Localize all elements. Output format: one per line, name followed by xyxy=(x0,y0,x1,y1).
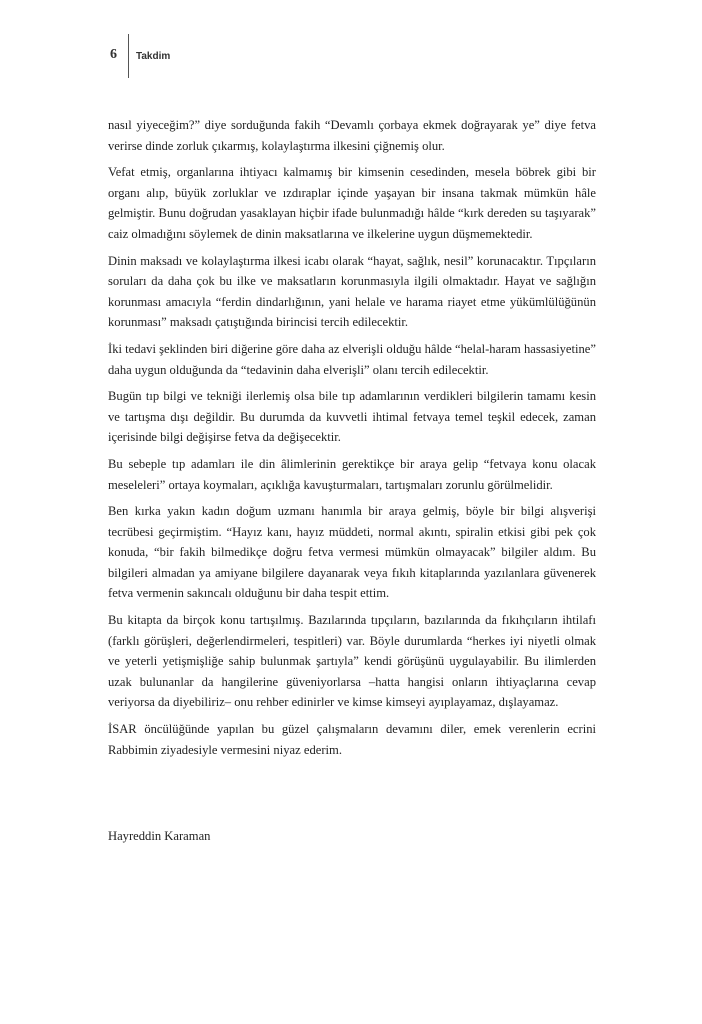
body-text xyxy=(108,115,596,766)
section-title: Takdim xyxy=(136,51,171,62)
paragraph: Bu kitapta da birçok konu tartışılmış. Bazılarında tıpçıların, bazılarında da fıkıhçıların ihtilafı (farklı görüşleri, değerlendirmeleri, tespitleri) var. Böyle durumlarda “herkes iyi niyetli olmak ve yeterli yetişmişliğe sahip bulunmak şartıyla” kendi görüşünü uygulayabilir. Bu ilimlerden uzak bulunanlar da hangilerine güveniyorlarsa –hatta hangisi onların ihtiyaçlarına cevap veriyorsa da diyebiliriz– onu rehber edinirler ve kimse kimseyi ayıplayamaz, dışlayamaz. xyxy=(108,613,596,710)
paragraph: Ben kırka yakın kadın doğum uzmanı hanımla bir araya gelmiş, böyle bir bilgi alışverişi tecrübesi geçirmiştim. “Hayız kanı, hayız müddeti, normal akıntı, spiralin etkisi gibi pek çok konuda, “bir fakih bilmedikçe doğru fetva vermesi mümkün olmayacak” bilgiler aldım. Bu bilgileri almadan ya amiyane bilgilere dayanarak veya fıkıh kitaplarında yazılanlara güvenerek fetva vermenin sakıncalı olduğunu bir daha tespit ettim. xyxy=(108,504,596,601)
paragraph: Dinin maksadı ve kolaylaştırma ilkesi icabı olarak “hayat, sağlık, nesil” korunacaktır. Tıpçıların soruları da daha çok bu ilke ve maksatların korunmasıyla ilgili olmaktadır. Hayat ve sağlığın korunması amacıyla “ferdin dindarlığının, yani helale ve harama riayet etme yükümlülüğünün korunması” maksadı çatıştığında birincisi tercih edilecektir. xyxy=(108,253,596,330)
paragraph: İki tedavi şeklinden biri diğerine göre daha az elverişli olduğu hâlde “helal-haram hassasiyetine” daha uygun olduğunda da “tedavinin daha elverişli” olanı tercih edilecektir. xyxy=(108,341,596,377)
page-number: 6 xyxy=(110,47,117,62)
paragraph: Bugün tıp bilgi ve tekniği ilerlemiş olsa bile tıp adamlarının verdikleri bilgilerin tamamı kesin ve tartışma dışı değildir. Bu durumda da kuvvetli ihtimal fetvaya temel teşkil edecek, zaman içerisinde bilgi değişirse fetva da değişecektir. xyxy=(108,389,596,445)
paragraph: nasıl yiyeceğim?” diye sorduğunda fakih “Devamlı çorbaya ekmek doğrayarak ye” diye fetva verirse dinde zorluk çıkarmış, kolaylaştırma ilkesini çiğnemiş olur. xyxy=(108,118,596,153)
header-divider xyxy=(128,34,129,78)
paragraph: Vefat etmiş, organlarına ihtiyacı kalmamış bir kimsenin cesedinden, mesela böbrek gibi bir organı alıp, büyük zorluklar ve ızdıraplar içinde yaşayan bir insana takmak mümkün hâle gelmiştir. Bunu doğrudan yasaklayan hiçbir ifade bulunmadığı hâlde “kırk dereden su taşıyarak” caiz olmadığını söylemek de dinin maksatlarına ve ilkelerine uygun düşmemektedir. xyxy=(108,165,596,241)
author-signature: Hayreddin Karaman xyxy=(108,829,211,843)
paragraph: İSAR öncülüğünde yapılan bu güzel çalışmaların devamını diler, emek verenlerin ecrini Rabbimin ziyadesiyle vermesini niyaz ederim. xyxy=(108,722,596,757)
paragraph: Bu sebeple tıp adamları ile din âlimlerinin gerektikçe bir araya gelip “fetvaya konu olacak meseleleri” ortaya koymaları, açıklığa kavuşturmaları, tartışmaları zorunlu görülmelidir. xyxy=(108,456,596,492)
